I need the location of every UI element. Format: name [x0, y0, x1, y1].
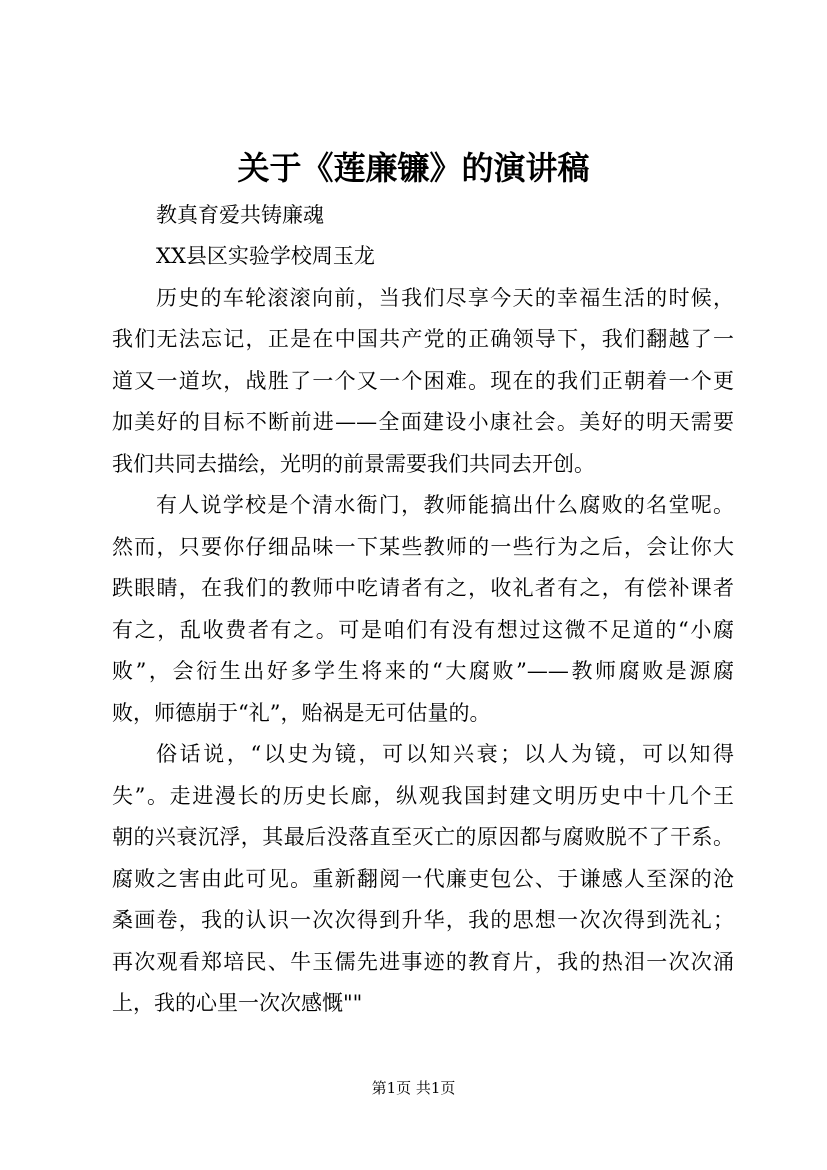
paragraph-line: 加美好的目标不断前进——全面建设小康社会。美好的明天需要	[112, 410, 734, 434]
paragraph-line: 上，我的心里一次次感慨""	[112, 991, 363, 1015]
paragraph-line: 有人说学校是个清水衙门，教师能搞出什么腐败的名堂呢。	[156, 493, 734, 517]
paragraph-line: 我们无法忘记，正是在中国共产党的正确领导下，我们翻越了一	[112, 327, 734, 351]
paragraph-line: 跌眼睛，在我们的教师中吃请者有之，收礼者有之，有偿补课者	[112, 576, 734, 600]
subtitle-line: 教真育爱共铸廉魂	[156, 203, 324, 227]
paragraph-line: 败，师德崩于“礼”，贻祸是无可估量的。	[112, 701, 491, 725]
document-title: 关于《莲廉镰》的演讲稿	[237, 149, 590, 187]
paragraph-line: 失”。走进漫长的历史长廊，纵观我国封建文明历史中十几个王	[112, 784, 734, 808]
paragraph-line: 有之，乱收费者有之。可是咱们有没有想过这微不足道的“小腐	[112, 618, 734, 642]
paragraph-line: 腐败之害由此可见。重新翻阅一代廉吏包公、于谦感人至深的沧	[112, 867, 734, 891]
paragraph-line: 再次观看郑培民、牛玉儒先进事迹的教育片，我的热泪一次次涌	[112, 950, 734, 974]
paragraph-line: 历史的车轮滚滚向前，当我们尽享今天的幸福生活的时候，	[156, 286, 734, 310]
page-number: 第1页 共1页	[371, 1079, 456, 1097]
paragraph-line: 朝的兴衰沉浮，其最后没落直至灭亡的原因都与腐败脱不了干系。	[112, 825, 734, 849]
paragraph-line: 我们共同去描绘，光明的前景需要我们共同去开创。	[112, 452, 595, 476]
paragraph-line: 道又一道坎，战胜了一个又一个困难。现在的我们正朝着一个更	[112, 369, 734, 393]
author-line: XX县区实验学校周玉龙	[156, 244, 375, 268]
paragraph-line: 桑画卷，我的认识一次次得到升华，我的思想一次次得到洗礼；	[112, 908, 734, 932]
paragraph-line: 败”，会衍生出好多学生将来的“大腐败”——教师腐败是源腐	[112, 659, 734, 683]
paragraph-line: 然而，只要你仔细品味一下某些教师的一些行为之后，会让你大	[112, 535, 734, 559]
paragraph-line: 俗话说，“以史为镜，可以知兴衰；以人为镜，可以知得	[156, 742, 734, 766]
